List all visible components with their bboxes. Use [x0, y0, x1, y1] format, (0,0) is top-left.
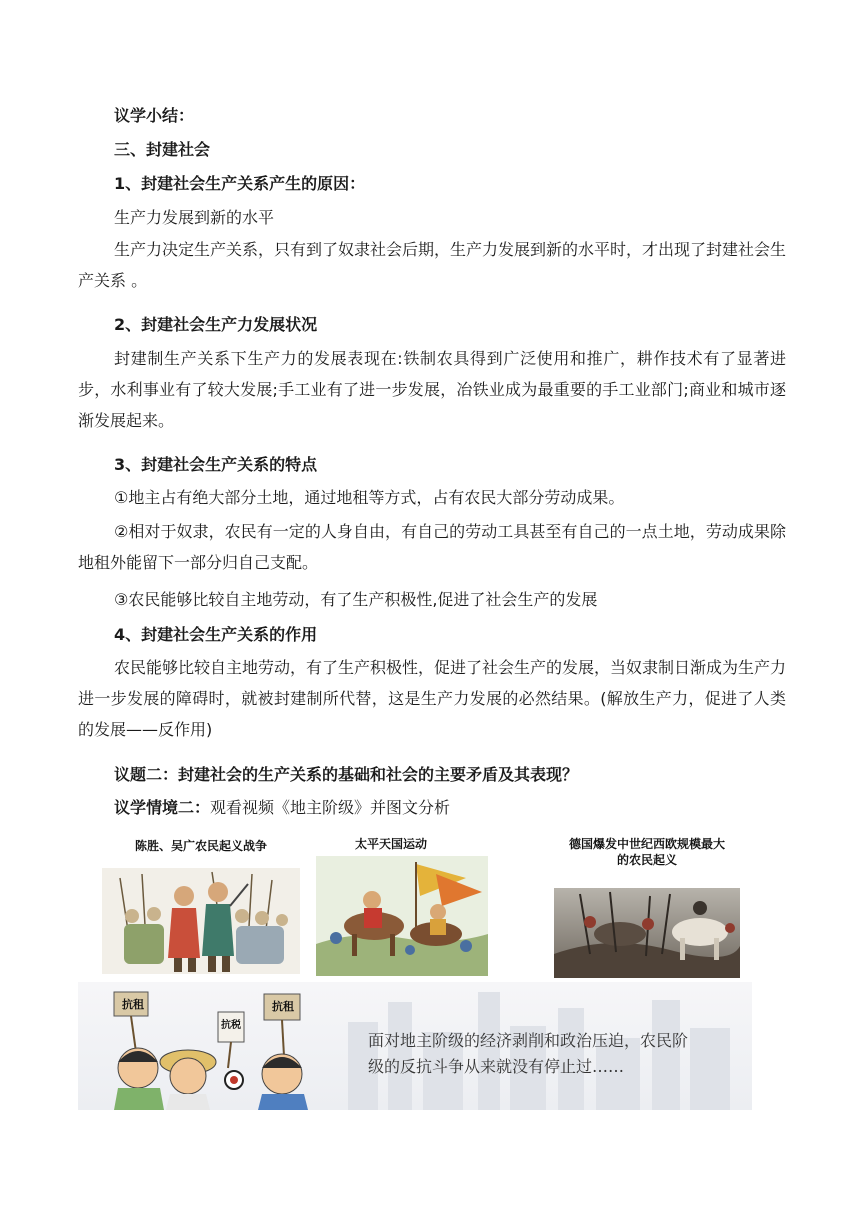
figure-taiping	[316, 834, 488, 976]
paragraph-2: 封建制生产关系下生产力的发展表现在:铁制农具得到广泛使用和推广，耕作技术有了显著进步，水利事业有了较大发展;手工业有了进一步发展，冶铁业成为最重要的手工业部门;商业和城市逐渐发展起来。	[78, 349, 786, 430]
summary-title: 议学小结：	[114, 106, 195, 125]
paragraph-3b: ②相对于奴隶，农民有一定的人身自由，有自己的劳动工具甚至有自己的一点土地，劳动成果除地租外能留下一部分归自己支配。	[78, 522, 786, 572]
heading-3: 3、封建社会生产关系的特点	[114, 455, 318, 474]
scene-2-text: 观看视频《地主阶级》并图文分析	[210, 798, 451, 817]
heading-1: 1、封建社会生产关系产生的原因：	[114, 174, 366, 193]
paragraph-3c: ③农民能够比较自主地劳动，有了生产积极性,促进了社会生产的发展	[114, 590, 598, 609]
paragraph-1: 生产力决定生产关系，只有到了奴隶社会后期，生产力发展到新的水平时，才出现了封建社会生产关系 。	[78, 240, 787, 290]
heading-1-point: 生产力发展到新的水平	[114, 208, 275, 227]
figure-chen-sheng-wu-guang	[102, 834, 300, 974]
figure-2-caption: 太平天国运动	[354, 837, 427, 851]
protest-sign-1: 抗租	[122, 998, 144, 1011]
figure-3-caption-line1: 德国爆发中世纪西欧规模最大	[568, 837, 725, 851]
protest-sign-2: 抗税	[221, 1020, 241, 1031]
topic-2-label: 议题二：封建社会的生产关系的基础和社会的主要矛盾及其表现？	[114, 765, 579, 784]
protest-sign-3: 抗租	[272, 1000, 294, 1013]
heading-2: 2、封建社会生产力发展状况	[114, 315, 318, 334]
uprising-illustration-1	[102, 834, 300, 974]
uprising-illustration-3	[550, 834, 744, 978]
strip-text-line2: 级的反抗斗争从来就没有停止过……	[368, 1057, 625, 1076]
comic-strip	[78, 982, 752, 1110]
scene-2-label: 议学情境二：	[114, 798, 211, 817]
scene-2-line	[114, 797, 824, 819]
figure-german-peasants-war	[550, 834, 744, 978]
uprising-illustration-2	[316, 834, 488, 976]
paragraph-4: 农民能够比较自主地劳动，有了生产积极性，促进了社会生产的发展，当奴隶制日渐成为生产力进一步发展的障碍时，就被封建制所代替，这是生产力发展的必然结果。(解放生产力，促进了人类的发展——反作用)	[78, 658, 787, 739]
figure-1-caption: 陈胜、吴广农民起义战争	[134, 839, 267, 853]
section3-title: 三、封建社会	[114, 140, 211, 159]
heading-4: 4、封建社会生产关系的作用	[114, 625, 318, 644]
paragraph-3a: ①地主占有绝大部分土地，通过地租等方式，占有农民大部分劳动成果。	[114, 488, 625, 507]
strip-text-line1: 面对地主阶级的经济剥削和政治压迫，农民阶	[368, 1031, 689, 1050]
figure-3-caption-line2: 的农民起义	[616, 853, 677, 867]
